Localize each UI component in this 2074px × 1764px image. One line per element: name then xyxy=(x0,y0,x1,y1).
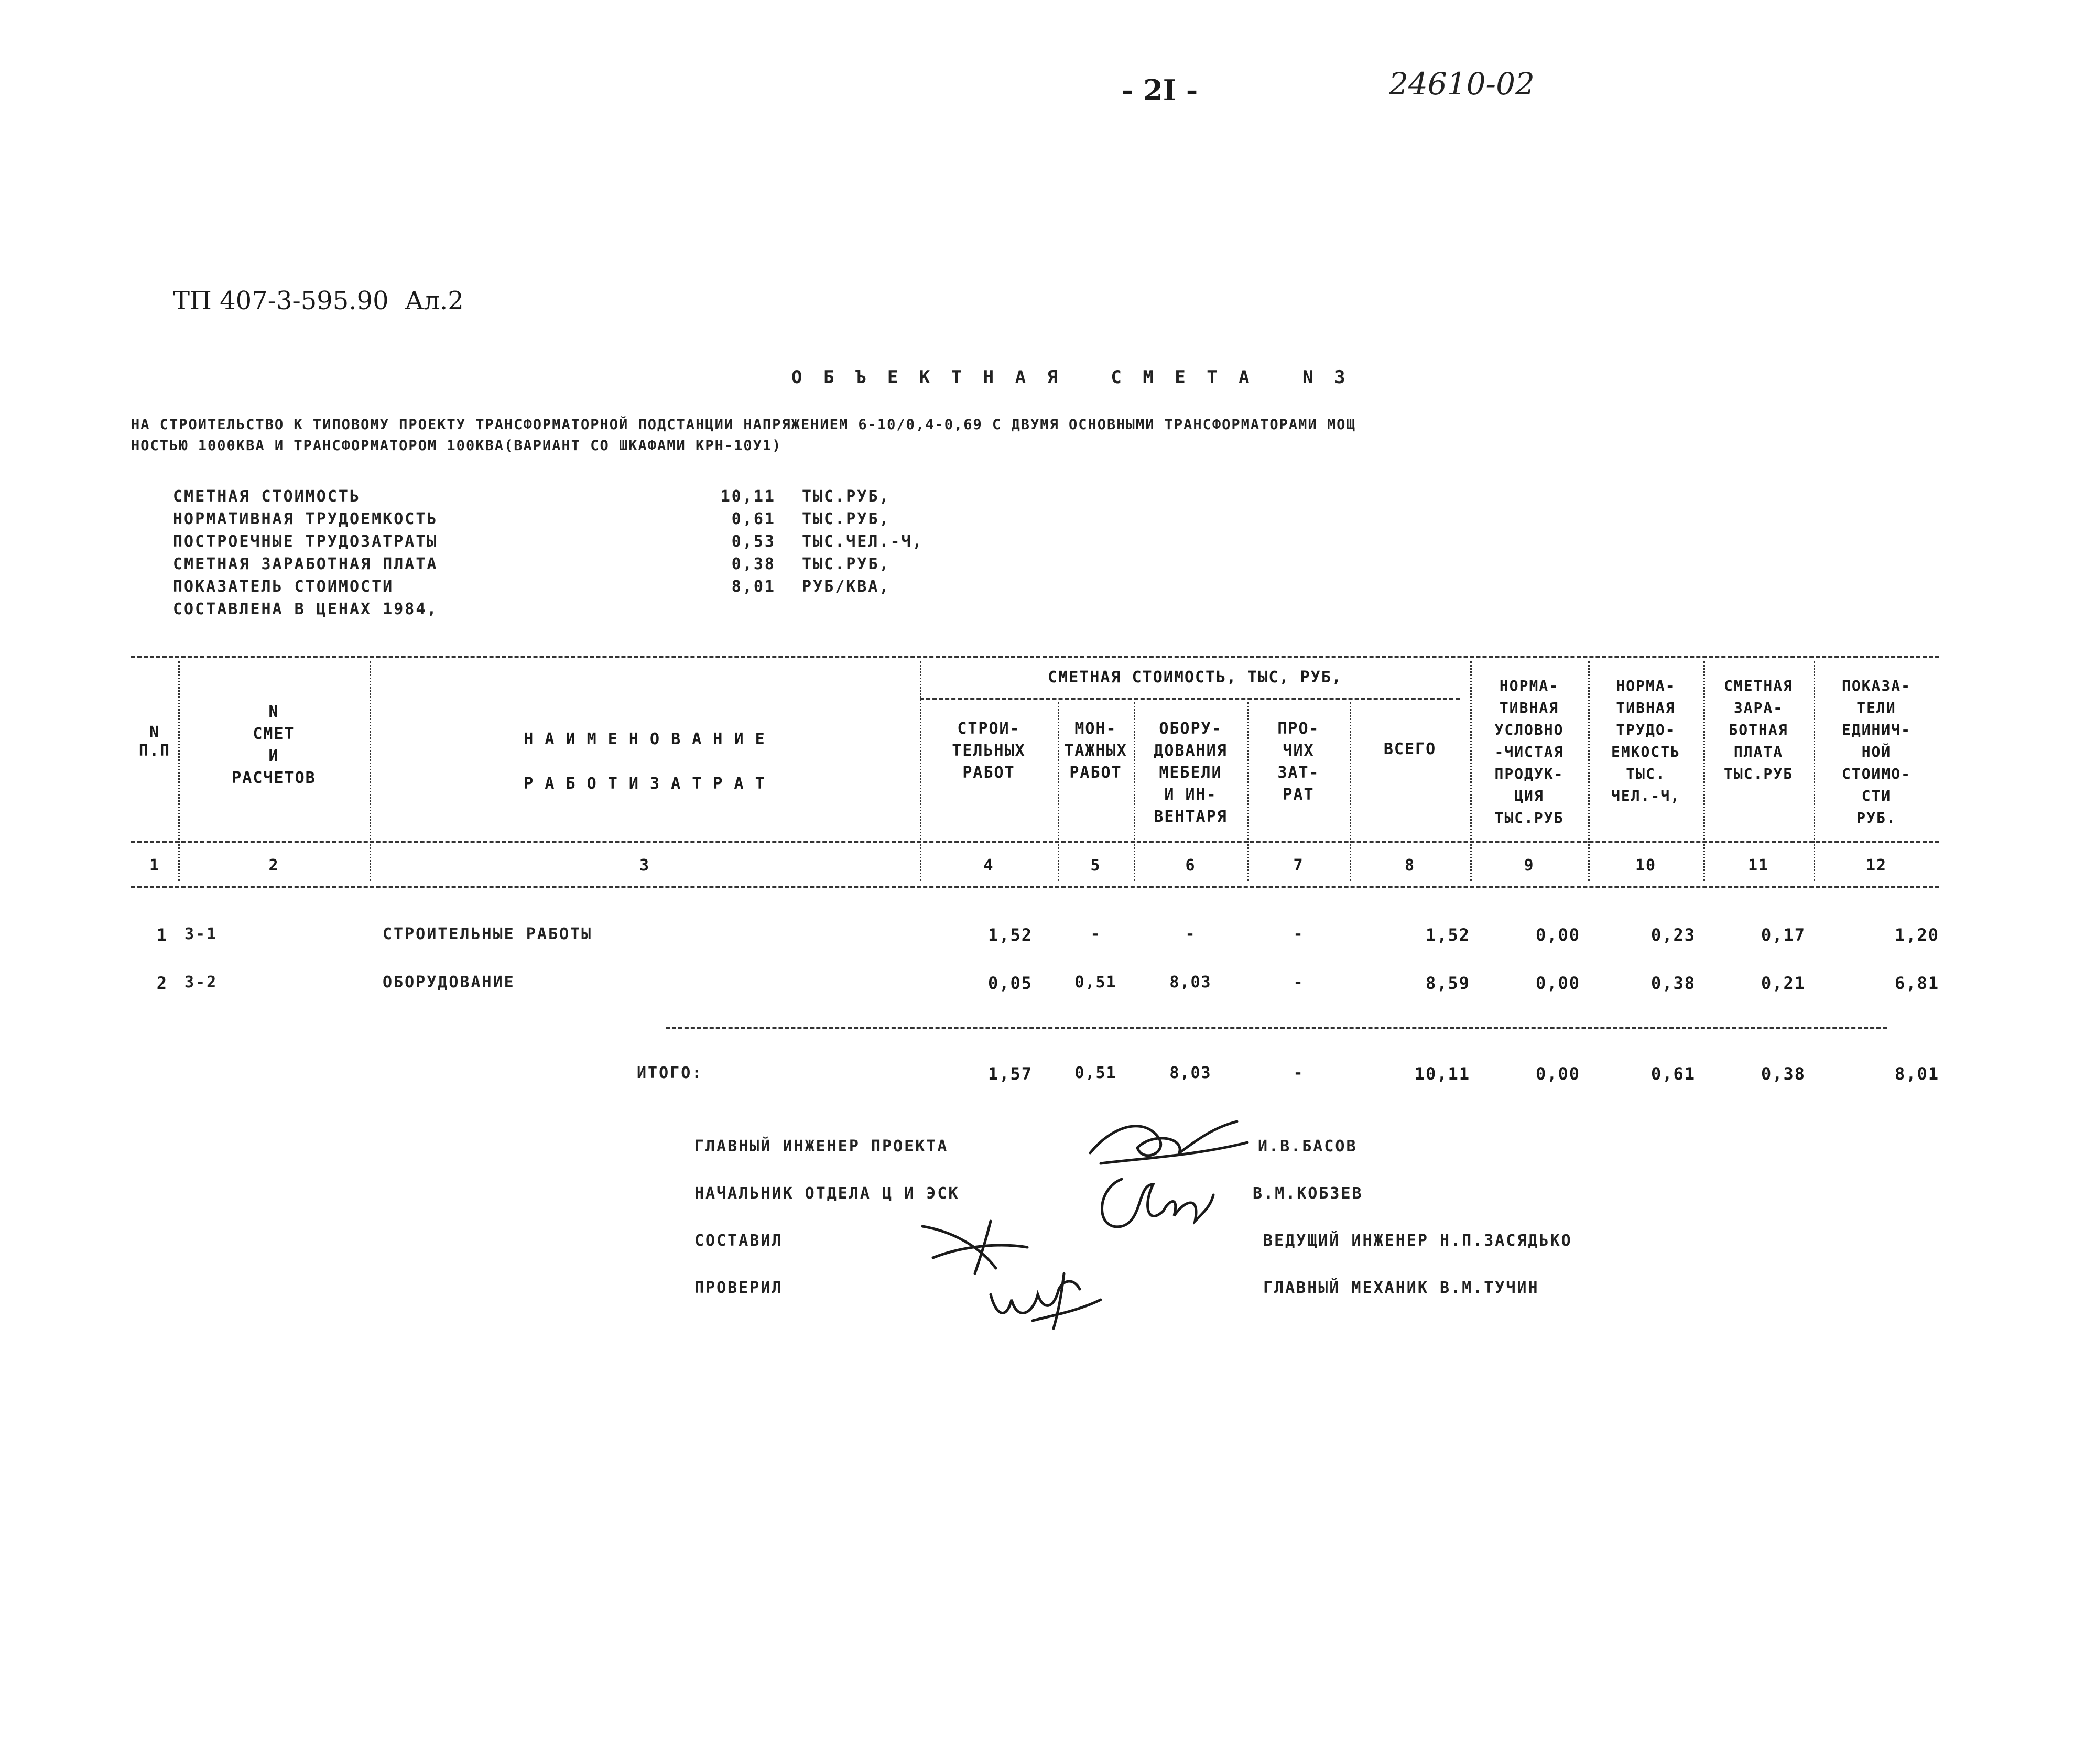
row-c10: 0,23 xyxy=(1650,925,1696,945)
summary-label: СМЕТНАЯ ЗАРАБОТНАЯ ПЛАТА xyxy=(173,555,438,573)
row-c4: 0,05 xyxy=(987,973,1033,993)
col-number: 9 xyxy=(1524,856,1535,875)
col-number: 3 xyxy=(639,856,650,875)
signature-name: ВЕДУЩИЙ ИНЖЕНЕР Н.П.ЗАСЯДЬКО xyxy=(1263,1232,1572,1250)
row-c12: 1,20 xyxy=(1894,925,1939,945)
header-c11: СМЕТНАЯ ЗАРА- БОТНАЯ ПЛАТА ТЫС.РУБ xyxy=(1723,677,1793,782)
row-c11: 0,21 xyxy=(1761,973,1806,993)
row-smeta: 3-1 xyxy=(184,925,218,943)
row-c12: 6,81 xyxy=(1894,973,1939,993)
header-c7: ПРО- ЧИХ ЗАТ- РАТ xyxy=(1277,720,1320,804)
header-c12: ПОКАЗА- ТЕЛИ ЕДИНИЧ- НОЙ СТОИМО- СТИ РУБ. xyxy=(1841,677,1911,826)
total-c11: 0,38 xyxy=(1761,1064,1806,1084)
summary-label: НОРМАТИВНАЯ ТРУДОЕМКОСТЬ xyxy=(173,510,438,528)
summary-value: 8,01 xyxy=(731,578,776,596)
summary-value: 0,38 xyxy=(731,555,776,573)
total-c6: 8,03 xyxy=(1169,1064,1212,1082)
signature-role: НАЧАЛЬНИК ОТДЕЛА Ц И ЭСК xyxy=(694,1184,960,1203)
row-c6: - xyxy=(1185,925,1196,943)
summary-value: 0,61 xyxy=(731,510,776,528)
row-smeta: 3-2 xyxy=(184,973,218,992)
document-title: О Б Ъ Е К Т Н А Я С М Е Т А N 3 xyxy=(791,367,1351,388)
total-c4: 1,57 xyxy=(987,1064,1033,1084)
row-c6: 8,03 xyxy=(1169,973,1212,992)
summary-unit: ТЫС.РУБ, xyxy=(802,487,891,506)
summary-label: СОСТАВЛЕНА В ЦЕНАХ 1984, xyxy=(173,600,438,618)
row-c5: - xyxy=(1090,925,1101,943)
header-c4: СТРОИ- ТЕЛЬНЫХ РАБОТ xyxy=(952,720,1026,782)
handwritten-signature-4 xyxy=(975,1263,1111,1331)
row-c7: - xyxy=(1293,973,1304,992)
col-number: 11 xyxy=(1747,856,1769,875)
subtitle-line-1: НА СТРОИТЕЛЬСТВО К ТИПОВОМУ ПРОЕКТУ ТРАНСФОРМАТОРНОЙ ПОДСТАНЦИИ НАПРЯЖЕНИЕМ 6-10/0,4-0,69 С ДВУМЯ ОСНОВНЫМИ ТРАНСФОРМАТОРАМИ МОЩ xyxy=(131,417,1356,433)
total-c10: 0,61 xyxy=(1650,1064,1696,1084)
row-c8: 1,52 xyxy=(1425,925,1470,945)
summary-label: ПОСТРОЕЧНЫЕ ТРУДОЗАТРАТЫ xyxy=(173,532,438,551)
row-c9: 0,00 xyxy=(1535,925,1580,945)
album-reference: ТП 407-3-595.90 Ал.2 xyxy=(173,286,464,315)
total-label: ИТОГО: xyxy=(637,1064,703,1082)
col-number: 1 xyxy=(149,856,160,875)
row-number: 1 xyxy=(156,925,168,945)
col-number: 10 xyxy=(1635,856,1657,875)
header-c10: НОРМА- ТИВНАЯ ТРУДО- ЕМКОСТЬ ТЫС. ЧЕЛ.-Ч, xyxy=(1611,677,1680,804)
summary-label: ПОКАЗАТЕЛЬ СТОИМОСТИ xyxy=(173,578,394,596)
total-c12: 8,01 xyxy=(1894,1064,1939,1084)
signature-role: СОСТАВИЛ xyxy=(694,1232,783,1250)
group-header-rule xyxy=(920,698,1460,700)
total-c9: 0,00 xyxy=(1535,1064,1580,1084)
row-number: 2 xyxy=(156,973,168,993)
col-number: 7 xyxy=(1293,856,1304,875)
page-number: - 2I - xyxy=(1122,73,1198,107)
row-name: СТРОИТЕЛЬНЫЕ РАБОТЫ xyxy=(383,925,593,943)
summary-value: 10,11 xyxy=(720,487,776,506)
handwritten-signature-2 xyxy=(1085,1163,1221,1242)
summary-unit: ТЫС.РУБ, xyxy=(802,555,891,573)
col-number: 4 xyxy=(983,856,994,875)
summary-value: 0,53 xyxy=(731,532,776,551)
total-rule xyxy=(666,1027,1887,1029)
signature-name: ГЛАВНЫЙ МЕХАНИК В.М.ТУЧИН xyxy=(1263,1279,1539,1297)
header-c1: N П.П xyxy=(138,723,171,760)
row-c9: 0,00 xyxy=(1535,973,1580,993)
summary-label: СМЕТНАЯ СТОИМОСТЬ xyxy=(173,487,361,506)
summary-unit: РУБ/КВА, xyxy=(802,578,891,596)
col-number: 8 xyxy=(1404,856,1416,875)
col-separator xyxy=(1350,702,1351,881)
total-c8: 10,11 xyxy=(1414,1064,1470,1084)
summary-unit: ТЫС.РУБ, xyxy=(802,510,891,528)
group-header: СМЕТНАЯ СТОИМОСТЬ, ТЫС, РУБ, xyxy=(1048,668,1342,687)
row-c11: 0,17 xyxy=(1761,925,1806,945)
header-c6: ОБОРУ- ДОВАНИЯ МЕБЕЛИ И ИН- ВЕНТАРЯ xyxy=(1154,720,1228,826)
signature-name: И.В.БАСОВ xyxy=(1258,1137,1358,1156)
summary-unit: ТЫС.ЧЕЛ.-Ч, xyxy=(802,532,924,551)
row-c10: 0,38 xyxy=(1650,973,1696,993)
document-code: 24610-02 xyxy=(1389,66,1535,102)
header-c2: N СМЕТ И РАСЧЕТОВ xyxy=(232,703,316,787)
header-c3: Н А И М Е Н О В А Н И Е Р А Б О Т И З А Т Р А Т xyxy=(524,730,766,793)
col-number: 2 xyxy=(268,856,279,875)
subtitle-line-2: НОСТЬЮ 1000КВА И ТРАНСФОРМАТОРОМ 100КВА(ВАРИАНТ СО ШКАФАМИ КРН-10У1) xyxy=(131,438,782,454)
col-number: 5 xyxy=(1090,856,1101,875)
col-number-rule xyxy=(131,886,1939,888)
row-c7: - xyxy=(1293,925,1304,943)
signature-role: ГЛАВНЫЙ ИНЖЕНЕР ПРОЕКТА xyxy=(694,1137,949,1156)
row-c4: 1,52 xyxy=(987,925,1033,945)
total-c7: - xyxy=(1293,1064,1304,1082)
col-number: 12 xyxy=(1865,856,1887,875)
signature-name: В.М.КОБЗЕВ xyxy=(1253,1184,1363,1203)
col-number: 6 xyxy=(1185,856,1196,875)
signature-role: ПРОВЕРИЛ xyxy=(694,1279,783,1297)
header-bottom-rule xyxy=(131,841,1939,843)
row-name: ОБОРУДОВАНИЕ xyxy=(383,973,515,992)
row-c5: 0,51 xyxy=(1074,973,1117,992)
header-c9: НОРМА- ТИВНАЯ УСЛОВНО -ЧИСТАЯ ПРОДУК- ЦИЯ ТЫС.РУБ xyxy=(1494,677,1564,826)
table-top-rule xyxy=(131,656,1939,658)
total-c5: 0,51 xyxy=(1074,1064,1117,1082)
row-c8: 8,59 xyxy=(1425,973,1470,993)
header-c5: МОН- ТАЖНЫХ РАБОТ xyxy=(1064,720,1127,782)
header-c8: ВСЕГО xyxy=(1383,740,1437,758)
